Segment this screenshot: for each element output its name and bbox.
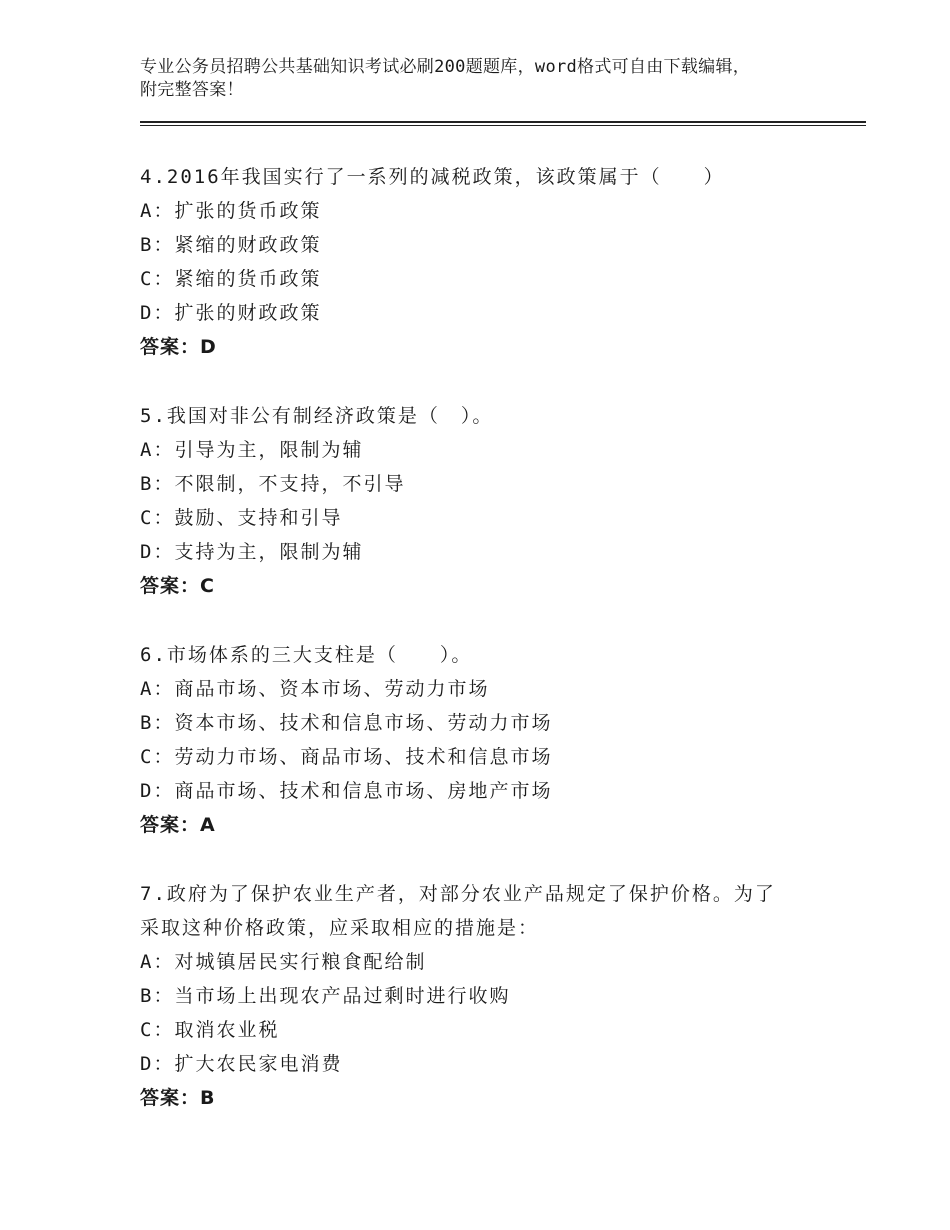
question-stem: 5.我国对非公有制经济政策是（ ）。 bbox=[140, 405, 494, 427]
option-d: D：商品市场、技术和信息市场、房地产市场 bbox=[140, 780, 553, 802]
option-c: C：取消农业税 bbox=[140, 1019, 280, 1041]
option-b: B：资本市场、技术和信息市场、劳动力市场 bbox=[140, 712, 553, 734]
header-line-2: 附完整答案！ bbox=[140, 80, 244, 100]
option-c: C：鼓励、支持和引导 bbox=[140, 507, 343, 529]
question-5 bbox=[140, 399, 820, 603]
question-stem-line-2: 采取这种价格政策，应采取相应的措施是： bbox=[140, 917, 540, 939]
answer-label: 答案：C bbox=[140, 575, 215, 597]
option-d: D：扩张的财政政策 bbox=[140, 302, 322, 324]
answer-label: 答案：B bbox=[140, 1087, 216, 1109]
question-7 bbox=[140, 877, 820, 1115]
question-list bbox=[140, 160, 820, 1115]
document-header bbox=[140, 56, 820, 102]
answer-label: 答案：A bbox=[140, 814, 216, 836]
option-d: D：支持为主，限制为辅 bbox=[140, 541, 364, 563]
answer-label: 答案：D bbox=[140, 336, 217, 358]
option-c: C：劳动力市场、商品市场、技术和信息市场 bbox=[140, 746, 553, 768]
option-a: A：商品市场、资本市场、劳动力市场 bbox=[140, 678, 490, 700]
header-divider-thick bbox=[140, 121, 866, 123]
option-b: B：当市场上出现农产品过剩时进行收购 bbox=[140, 985, 511, 1007]
header-divider-thin bbox=[140, 125, 866, 126]
option-b: B：不限制，不支持，不引导 bbox=[140, 473, 406, 495]
question-stem-line-1: 7.政府为了保护农业生产者，对部分农业产品规定了保护价格。为了 bbox=[140, 883, 776, 905]
option-a: A：引导为主，限制为辅 bbox=[140, 439, 364, 461]
option-a: A：对城镇居民实行粮食配给制 bbox=[140, 951, 427, 973]
header-line-1: 专业公务员招聘公共基础知识考试必刷200题题库，word格式可自由下载编辑， bbox=[140, 57, 751, 77]
option-b: B：紧缩的财政政策 bbox=[140, 234, 322, 256]
option-d: D：扩大农民家电消费 bbox=[140, 1053, 343, 1075]
option-a: A：扩张的货币政策 bbox=[140, 200, 322, 222]
option-c: C：紧缩的货币政策 bbox=[140, 268, 322, 290]
question-stem: 4.2016年我国实行了一系列的减税政策，该政策属于（ ） bbox=[140, 166, 725, 188]
question-stem: 6.市场体系的三大支柱是（ ）。 bbox=[140, 644, 473, 666]
question-4 bbox=[140, 160, 820, 364]
question-6 bbox=[140, 638, 820, 842]
